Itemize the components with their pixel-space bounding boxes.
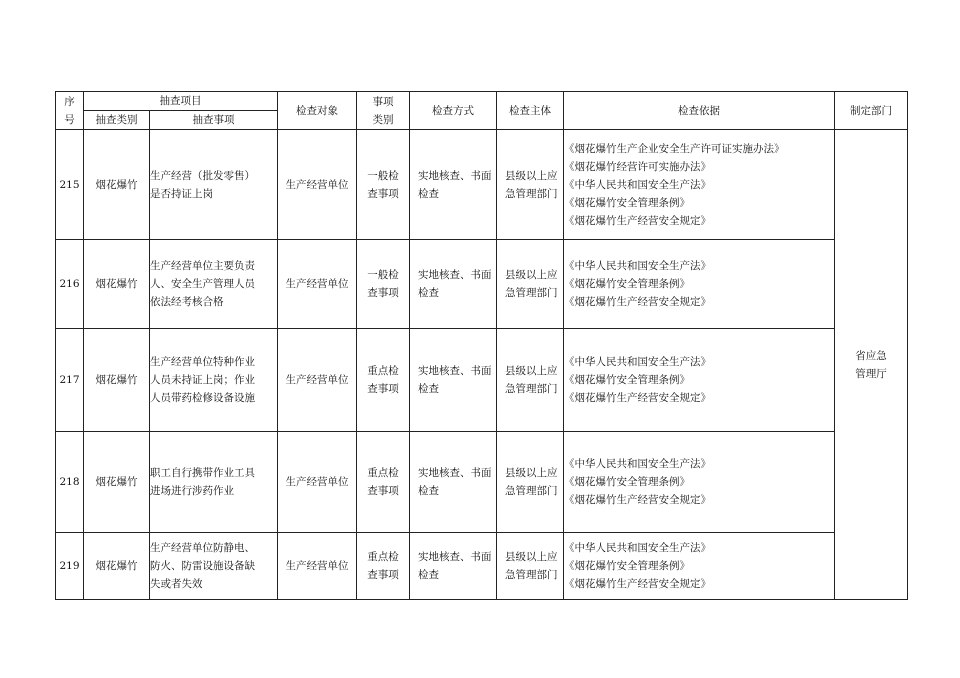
inspection-table	[55, 91, 908, 600]
row-subject: 县级以上应 急管理部门	[497, 432, 564, 533]
row-method: 实地核查、书面 检查	[410, 533, 497, 600]
row-item: 生产经营单位主要负责 人、安全生产管理人员 依法经考核合格	[150, 240, 278, 329]
row-basis: 《中华人民共和国安全生产法》 《烟花爆竹安全管理条例》 《烟花爆竹生产经营安全规定》	[564, 240, 835, 329]
row-seq: 216	[56, 240, 84, 329]
row-seq: 218	[56, 432, 84, 533]
row-seq: 215	[56, 130, 84, 240]
row-method: 实地核查、书面 检查	[410, 432, 497, 533]
row-target: 生产经营单位	[278, 329, 357, 432]
row-category: 烟花爆竹	[84, 533, 150, 600]
row-seq: 219	[56, 533, 84, 600]
row-type: 一般检 查事项	[357, 240, 410, 329]
header-category: 抽查类别	[84, 111, 150, 130]
header-item: 抽查事项	[150, 111, 278, 130]
row-type: 重点检 查事项	[357, 533, 410, 600]
row-subject: 县级以上应 急管理部门	[497, 533, 564, 600]
row-subject: 县级以上应 急管理部门	[497, 130, 564, 240]
table-row	[56, 432, 908, 533]
header-group: 抽查项目	[84, 92, 278, 111]
row-item: 生产经营（批发零售） 是否持证上岗	[150, 130, 278, 240]
row-type: 重点检 查事项	[357, 432, 410, 533]
row-item: 生产经营单位防静电、 防火、防雷设施设备缺 失或者失效	[150, 533, 278, 600]
header-basis: 检查依据	[564, 92, 835, 130]
row-type: 一般检 查事项	[357, 130, 410, 240]
table-row	[56, 240, 908, 329]
row-target: 生产经营单位	[278, 533, 357, 600]
header-method: 检查方式	[410, 92, 497, 130]
dept-cell: 省应急 管理厅	[835, 130, 908, 600]
row-category: 烟花爆竹	[84, 432, 150, 533]
row-category: 烟花爆竹	[84, 240, 150, 329]
row-subject: 县级以上应 急管理部门	[497, 240, 564, 329]
row-target: 生产经营单位	[278, 240, 357, 329]
header-subject: 检查主体	[497, 92, 564, 130]
row-item: 职工自行携带作业工具 进场进行涉药作业	[150, 432, 278, 533]
row-method: 实地核查、书面 检查	[410, 130, 497, 240]
row-method: 实地核查、书面 检查	[410, 240, 497, 329]
row-basis: 《中华人民共和国安全生产法》 《烟花爆竹安全管理条例》 《烟花爆竹生产经营安全规定》	[564, 329, 835, 432]
row-target: 生产经营单位	[278, 432, 357, 533]
row-method: 实地核查、书面 检查	[410, 329, 497, 432]
header-target: 检查对象	[278, 92, 357, 130]
row-seq: 217	[56, 329, 84, 432]
table-row	[56, 130, 908, 240]
table-row	[56, 533, 908, 600]
table-row	[56, 329, 908, 432]
row-category: 烟花爆竹	[84, 329, 150, 432]
row-category: 烟花爆竹	[84, 130, 150, 240]
row-basis: 《中华人民共和国安全生产法》 《烟花爆竹安全管理条例》 《烟花爆竹生产经营安全规定》	[564, 432, 835, 533]
row-target: 生产经营单位	[278, 130, 357, 240]
header-seq: 序 号	[56, 92, 84, 130]
row-basis: 《中华人民共和国安全生产法》 《烟花爆竹安全管理条例》 《烟花爆竹生产经营安全规定》	[564, 533, 835, 600]
row-basis: 《烟花爆竹生产企业安全生产许可证实施办法》 《烟花爆竹经营许可实施办法》 《中华人民共和国安全生产法》 《烟花爆竹安全管理条例》 《烟花爆竹生产经营安全规定》	[564, 130, 835, 240]
row-type: 重点检 查事项	[357, 329, 410, 432]
row-subject: 县级以上应 急管理部门	[497, 329, 564, 432]
header-type: 事项 类别	[357, 92, 410, 130]
header-dept: 制定部门	[835, 92, 908, 130]
row-item: 生产经营单位特种作业 人员未持证上岗；作业 人员带药检修设备设施	[150, 329, 278, 432]
